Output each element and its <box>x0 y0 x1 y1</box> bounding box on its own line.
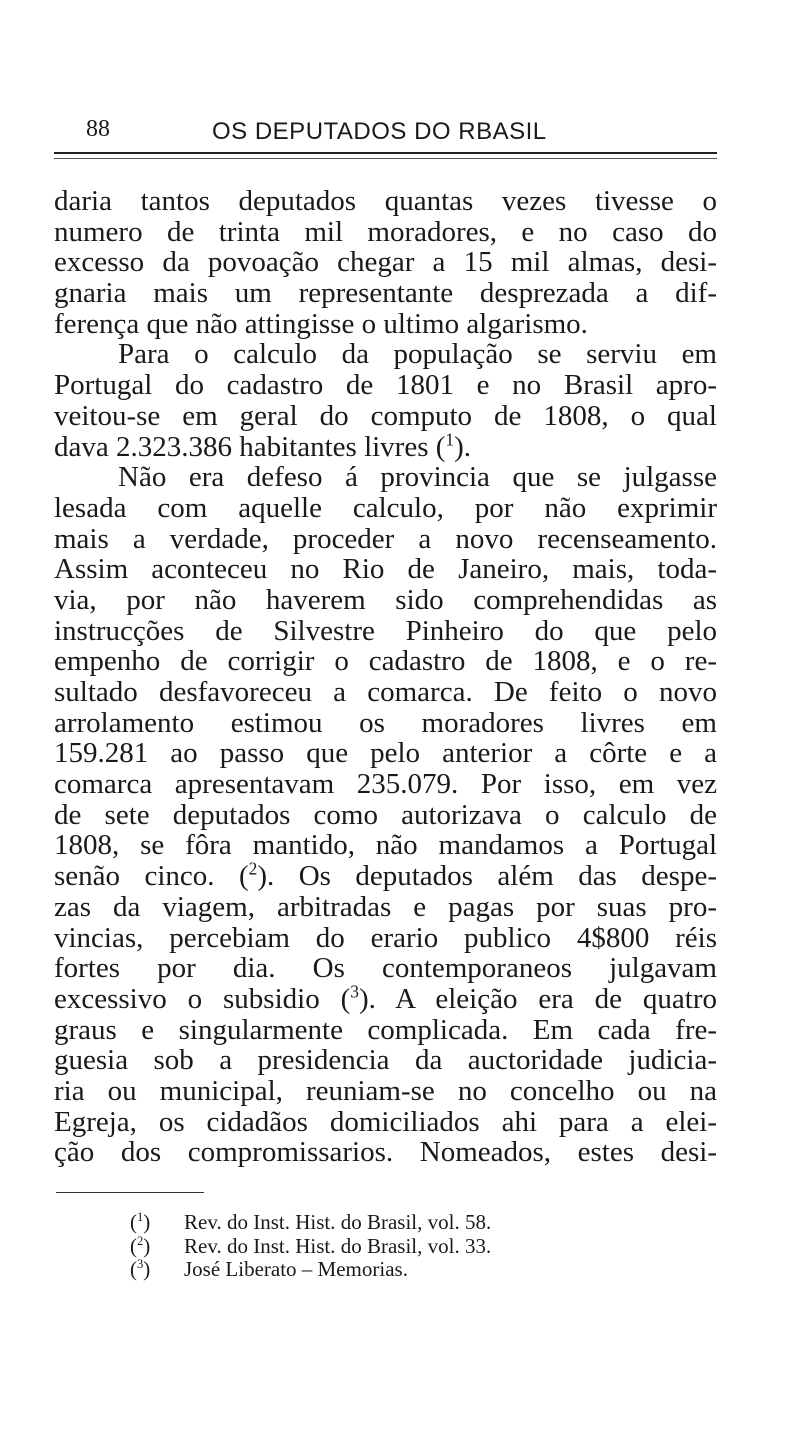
text-line: excesso da povoação chegar a 15 mil almas, desi- <box>54 246 717 279</box>
footnote-ref: 1 <box>445 428 455 449</box>
text-line: numero de trinta mil moradores, e no caso do <box>54 215 717 248</box>
text-line: dava 2.323.386 habitantes livres ($^1$). <box>54 428 472 463</box>
text-line: vincias, percebiam do erario publico 4$800 réis <box>54 921 717 954</box>
footnotes <box>130 1211 690 1282</box>
text-line: ferença que não attingisse o ultimo algarismo. <box>54 307 588 340</box>
header-rule-thin <box>54 158 717 159</box>
text-line: ria ou municipal, reuniam-se no concelho ou na <box>54 1074 717 1107</box>
footnote <box>130 1211 690 1235</box>
text-line: Portugal do cadastro de 1801 e no Brasil apro- <box>54 369 717 402</box>
footnote-text: Rev. do Inst. Hist. do Brasil, vol. 33. <box>184 1233 492 1258</box>
text-line: zas da viagem, arbitradas e pagas por suas pro- <box>54 890 717 923</box>
running-title: OS DEPUTADOS DO RBASIL <box>212 118 547 145</box>
text-line: gnaria mais um representante desprezada a dif- <box>54 277 717 310</box>
footnote-ref: 3 <box>350 981 359 1002</box>
footnote-marker: ($^2$) <box>130 1233 151 1258</box>
text-line: via, por não haverem sido comprehendidas as <box>54 583 717 616</box>
text-fragment: dava 2.323.386 habitantes livres <box>54 430 429 463</box>
footnote-ref: 2 <box>248 858 258 879</box>
text-line: Não era defeso á provincia que se julgasse <box>118 461 717 494</box>
text-line: Assim aconteceu no Rio de Janeiro, mais, toda- <box>54 553 717 586</box>
text-line: veitou-se em geral do computo de 1808, o qual <box>54 399 717 432</box>
text-line: de sete deputados como autorizava o calculo de <box>54 798 717 831</box>
text-fragment: excessivo o subsidio <box>54 982 320 1015</box>
text-line: mais a verdade, proceder a novo recenseamento. <box>54 522 717 555</box>
text-line: comarca apresentavam 235.079. Por isso, em vez <box>54 768 717 801</box>
page-number: 88 <box>86 116 110 142</box>
text-line: arrolamento estimou os moradores livres em <box>54 706 717 739</box>
footnote-number: 2 <box>137 1233 144 1248</box>
body-text <box>54 186 717 1168</box>
text-line: fortes por dia. Os contemporaneos julgavam <box>54 952 717 985</box>
footnote-number: 1 <box>137 1210 144 1224</box>
header-rule <box>54 152 717 154</box>
text-line: empenho de corrigir o cadastro de 1808, e o re- <box>54 645 717 678</box>
text-line: excessivo o subsidio ($^3$). A eleição era de quatro <box>54 981 717 1015</box>
text-fragment: ). A eleição era de quatro <box>358 982 717 1015</box>
text-fragment: senão cinco. <box>54 860 215 893</box>
footnote-text: Rev. do Inst. Hist. do Brasil, vol. 58. <box>184 1210 492 1234</box>
text-line: 1808, se fôra mantido, não mandamos a Portugal <box>54 829 717 862</box>
footnote-marker: ($^1$) <box>130 1210 151 1234</box>
text-line: daria tantos deputados quantas vezes tivesse o <box>54 185 717 217</box>
text-line: ção dos compromissarios. Nomeados, estes desi- <box>54 1136 717 1169</box>
text-line: graus e singularmente complicada. Em cada fre- <box>54 1013 717 1046</box>
running-header <box>86 112 726 148</box>
text-line: senão cinco. ($^2$). Os deputados além das despe- <box>54 858 717 893</box>
footnote <box>130 1258 690 1282</box>
footnote-marker: ($^3$) <box>130 1257 151 1281</box>
text-line: guesia sob a presidencia da auctoridade judicia- <box>54 1044 717 1077</box>
text-line: lesada com aquelle calculo, por não exprimir <box>54 491 717 524</box>
text-line: sultado desfavoreceu a comarca. De feito o novo <box>54 676 717 708</box>
text-fragment: ). Os deputados além das despe- <box>257 860 717 893</box>
footnote-number: 3 <box>137 1257 144 1271</box>
text-fragment: ). <box>454 430 472 463</box>
footnote-text: José Liberato – Memorias. <box>184 1257 408 1281</box>
text-line: instrucções de Silvestre Pinheiro do que pelo <box>54 614 717 647</box>
footnote <box>130 1235 690 1259</box>
text-line: Para o calculo da população se serviu em <box>118 338 717 371</box>
text-line: Egreja, os cidadãos domiciliados ahi para a elei- <box>54 1105 717 1138</box>
footnote-rule <box>56 1192 204 1193</box>
text-line: 159.281 ao passo que pelo anterior a côrte e a <box>54 737 717 770</box>
